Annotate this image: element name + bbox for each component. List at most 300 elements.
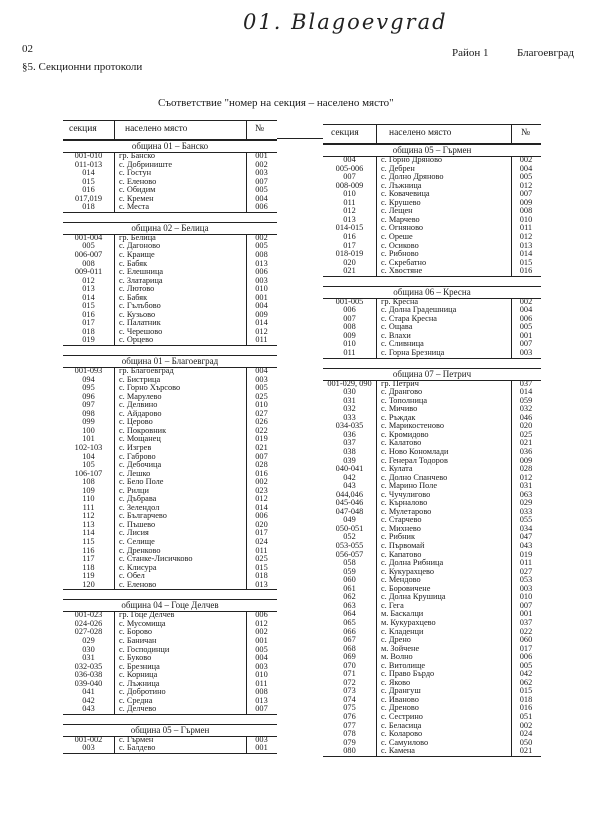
table-row <box>63 581 277 590</box>
block-bottom-rule <box>63 714 277 715</box>
place-code: 007 <box>255 451 268 461</box>
place-name: с. Баничан <box>119 635 157 645</box>
table-row <box>63 410 277 419</box>
place-name: с. Корница <box>119 670 158 680</box>
left-block-title: община 05 – Гърмен <box>63 724 277 737</box>
place-name: с. Габрово <box>119 451 156 461</box>
place-name: с. Покровник <box>119 425 167 435</box>
section-number: 041 <box>82 687 95 697</box>
place-code: 002 <box>255 159 268 169</box>
place-name: с. Гостун <box>119 168 152 178</box>
place-name: с. Церово <box>119 417 153 427</box>
place-name: с. Иваново <box>381 694 419 704</box>
header-place: населено място <box>125 124 188 134</box>
section-number: 042 <box>343 472 356 482</box>
place-code: 016 <box>255 468 268 478</box>
place-name: гр. Кресна <box>381 296 419 306</box>
place-code: 032 <box>519 404 533 414</box>
left-table-header <box>63 120 277 140</box>
place-code: 006 <box>255 202 268 212</box>
place-code: 012 <box>255 618 268 628</box>
table-row <box>323 349 541 358</box>
left-block-title: община 01 – Благоевград <box>63 355 277 368</box>
table-row <box>323 267 541 276</box>
place-code: 042 <box>519 669 533 679</box>
section-number: 073 <box>343 686 356 696</box>
place-name: с. Сестрино <box>381 712 423 721</box>
place-name: с. Дреново <box>381 703 419 713</box>
section-number: 045-046 <box>335 498 364 508</box>
section-number: 067 <box>343 635 356 645</box>
district-name: Благоевград <box>517 47 574 59</box>
place-code: 029 <box>519 498 533 508</box>
place-name: гр. Гоце Делчев <box>119 610 175 620</box>
section-heading: §5. Секционни протоколи <box>22 61 143 73</box>
place-code: 021 <box>255 442 268 452</box>
place-name: с. Горно Хърсово <box>119 383 181 393</box>
place-code: 025 <box>255 391 268 401</box>
place-code: 012 <box>255 326 268 336</box>
place-name: с. Делвино <box>119 400 158 410</box>
section-number: 008-009 <box>335 180 364 190</box>
column-divider <box>114 152 115 212</box>
place-name: с. Мусомища <box>119 618 166 628</box>
place-name: с. Еленово <box>119 176 157 186</box>
place-code: 020 <box>519 421 533 431</box>
place-code: 021 <box>519 746 533 756</box>
right-table-header <box>323 124 541 144</box>
place-name: с. Обидим <box>119 185 156 195</box>
section-number: 105 <box>82 460 95 470</box>
table-row <box>63 319 277 328</box>
place-code: 014 <box>255 502 268 512</box>
place-code: 024 <box>255 537 268 546</box>
place-name: с. Долна Рибница <box>381 558 444 568</box>
column-divider <box>114 367 115 589</box>
place-code: 025 <box>255 554 268 564</box>
table-row <box>63 328 277 337</box>
section-number: 027-028 <box>74 627 103 637</box>
section-number: 016 <box>343 231 356 241</box>
place-code: 011 <box>519 223 533 233</box>
table-row <box>63 311 277 320</box>
place-name: с. Марикостеново <box>381 421 445 431</box>
place-code: 015 <box>519 686 533 696</box>
place-name: м. Волно <box>381 652 413 662</box>
place-name: с. Тополница <box>381 395 428 405</box>
place-code: 015 <box>255 562 268 572</box>
section-number: 111 <box>82 502 95 512</box>
section-number: 031 <box>343 395 356 405</box>
table-row <box>63 418 277 427</box>
place-code: 002 <box>255 627 268 637</box>
table-row <box>63 495 277 504</box>
section-number: 071 <box>343 669 356 679</box>
place-code: 007 <box>519 600 533 610</box>
place-name: с. Орцево <box>119 335 154 345</box>
column-divider <box>511 156 512 276</box>
section-number: 004 <box>343 155 356 164</box>
column-divider <box>246 367 247 589</box>
place-code: 002 <box>519 155 533 164</box>
place-code: 011 <box>519 558 533 568</box>
header-place: населено място <box>389 128 452 138</box>
place-code: 004 <box>255 301 268 311</box>
place-name: с. Първомай <box>381 541 425 550</box>
section-number: 036-038 <box>74 670 103 680</box>
place-name: с. Лютово <box>119 284 155 294</box>
table-row <box>63 529 277 538</box>
section-number: 056-057 <box>335 549 364 559</box>
place-name: с. Стара Кресна <box>381 313 437 323</box>
place-code: 010 <box>255 400 268 410</box>
place-code: 024 <box>519 729 533 739</box>
place-code: 016 <box>519 266 533 276</box>
place-code: 022 <box>519 626 533 636</box>
place-name: с. Витолище <box>381 660 426 670</box>
place-name: гр. Белица <box>119 232 156 242</box>
table-row <box>63 705 277 714</box>
section-number: 029 <box>82 635 95 645</box>
center-divider <box>277 138 323 139</box>
place-code: 011 <box>255 335 268 345</box>
place-code: 005 <box>255 644 268 654</box>
table-title: Съответствие "номер на секция – населено място" <box>158 97 394 109</box>
section-number: 013 <box>82 284 95 294</box>
section-number: 112 <box>82 511 95 521</box>
column-divider <box>114 736 115 753</box>
place-code: 004 <box>519 163 533 173</box>
table-row <box>63 169 277 178</box>
section-number: 018 <box>82 326 95 336</box>
place-name: с. Златарица <box>119 275 163 285</box>
place-code: 028 <box>255 460 268 470</box>
section-number: 061 <box>343 583 356 593</box>
place-code: 003 <box>255 734 268 744</box>
place-code: 017 <box>255 528 268 538</box>
table-row <box>63 744 277 753</box>
section-number: 102-103 <box>74 442 103 452</box>
place-name: с. Дрангуш <box>381 686 421 696</box>
place-name: с. Краище <box>119 249 155 259</box>
place-code: 006 <box>519 313 533 323</box>
section-number: 106-107 <box>74 468 103 478</box>
table-row <box>63 504 277 513</box>
place-code: 051 <box>519 712 533 721</box>
column-divider <box>114 234 115 345</box>
table-row <box>63 285 277 294</box>
place-name: с. Дрено <box>381 635 411 645</box>
place-name: с. Осиково <box>381 240 419 250</box>
column-divider <box>246 152 247 212</box>
column-divider <box>114 611 115 714</box>
place-name: с. Гърмен <box>119 734 154 744</box>
section-number: 039-040 <box>74 678 103 688</box>
place-code: 007 <box>519 339 533 349</box>
section-number: 040-041 <box>335 464 364 474</box>
place-code: 010 <box>519 214 533 224</box>
place-name: с. Скребатно <box>381 257 427 267</box>
place-code: 007 <box>255 176 268 186</box>
place-name: с. Бабяк <box>119 292 148 302</box>
place-code: 012 <box>519 472 533 482</box>
section-number: 062 <box>343 592 356 602</box>
section-number: 078 <box>343 729 356 739</box>
section-number: 015 <box>82 301 95 311</box>
place-code: 008 <box>255 249 268 259</box>
place-name: с. Кладенци <box>381 626 424 636</box>
column-divider <box>376 156 377 276</box>
table-row <box>63 367 277 376</box>
place-name: с. Рибново <box>381 249 419 259</box>
place-code: 006 <box>255 511 268 521</box>
place-name: с. Старчево <box>381 515 422 525</box>
left-block-title: община 01 – Банско <box>63 140 277 153</box>
place-code: 014 <box>519 387 533 397</box>
section-number: 001-029, 090 <box>327 378 372 388</box>
table-row <box>63 646 277 655</box>
place-name: с. Марулево <box>119 391 162 401</box>
place-code: 037 <box>519 378 533 388</box>
section-number: 032 <box>343 404 356 414</box>
place-name: с. Кулата <box>381 464 413 474</box>
place-code: 010 <box>519 592 533 602</box>
section-number: 007 <box>343 172 356 182</box>
section-number: 053-055 <box>335 541 364 550</box>
section-number: 114 <box>82 528 95 538</box>
place-name: с. Мичиво <box>381 404 418 414</box>
table-row <box>63 637 277 646</box>
right-table <box>323 124 541 814</box>
table-row <box>63 487 277 496</box>
block-bottom-rule <box>63 589 277 590</box>
place-code: 013 <box>255 579 268 589</box>
place-name: с. Бистрица <box>119 374 161 384</box>
section-number: 059 <box>343 566 356 576</box>
place-name: с. Станке-Лисичково <box>119 554 193 564</box>
place-name: с. Ореше <box>381 231 413 241</box>
place-code: 028 <box>519 464 533 474</box>
place-name: с. Мендово <box>381 575 421 585</box>
place-code: 018 <box>255 571 268 581</box>
place-name: с. Мощанец <box>119 434 161 444</box>
section-number: 064 <box>343 609 356 619</box>
place-code: 053 <box>519 575 533 585</box>
left-table <box>63 120 277 825</box>
place-code: 019 <box>519 549 533 559</box>
section-number: 006 <box>343 305 356 315</box>
section-number: 101 <box>82 434 95 444</box>
place-code: 001 <box>255 292 268 302</box>
place-code: 014 <box>255 318 268 328</box>
place-name: с. Рибник <box>381 532 416 542</box>
header-section: секция <box>331 128 359 138</box>
place-code: 019 <box>255 434 268 444</box>
place-code: 005 <box>255 241 268 251</box>
place-name: с. Буково <box>119 653 152 663</box>
place-code: 001 <box>255 743 268 753</box>
section-number: 030 <box>343 387 356 397</box>
section-number: 044,046 <box>336 489 363 499</box>
place-name: с. Дагоново <box>119 241 161 251</box>
place-code: 007 <box>519 189 533 199</box>
section-number: 113 <box>82 519 95 529</box>
place-name: с. Влахи <box>381 330 411 340</box>
place-code: 009 <box>519 197 533 207</box>
place-name: с. Долно Дряново <box>381 172 444 182</box>
table-row <box>63 336 277 345</box>
place-name: с. Ново Кономлади <box>381 446 449 456</box>
section-number: 018 <box>82 202 95 212</box>
place-code: 003 <box>255 168 268 178</box>
place-name: с. Обел <box>119 571 145 581</box>
section-number: 012 <box>343 206 356 216</box>
column-divider <box>511 380 512 756</box>
place-name: с. Борово <box>119 627 153 637</box>
section-number: 109 <box>82 485 95 495</box>
column-divider <box>511 298 512 358</box>
section-number: 011-013 <box>74 159 103 169</box>
place-name: с. Капатово <box>381 549 422 559</box>
place-code: 006 <box>519 652 533 662</box>
table-row <box>63 384 277 393</box>
table-row <box>63 401 277 410</box>
place-code: 060 <box>519 635 533 645</box>
place-name: гр. Банско <box>119 151 156 160</box>
place-code: 005 <box>519 660 533 670</box>
section-number: 100 <box>82 425 95 435</box>
section-number: 104 <box>82 451 95 461</box>
place-name: с. Кромидово <box>381 429 429 439</box>
place-name: с. Крушево <box>381 197 421 207</box>
section-number: 011 <box>343 348 356 357</box>
place-name: с. Генерал Тодоров <box>381 455 448 465</box>
place-name: с. Ковачевица <box>381 189 430 199</box>
place-code: 023 <box>255 485 268 495</box>
place-code: 036 <box>519 446 533 456</box>
place-code: 047 <box>519 532 533 542</box>
section-number: 011 <box>343 197 356 207</box>
section-number: 017 <box>82 318 95 328</box>
section-number: 009 <box>343 330 356 340</box>
place-code: 062 <box>519 677 533 687</box>
place-name: с. Лещен <box>381 206 413 216</box>
table-row <box>63 555 277 564</box>
section-number: 008 <box>343 322 356 332</box>
section-number: 108 <box>82 477 95 487</box>
section-number: 017 <box>343 240 356 250</box>
block-bottom-rule <box>63 345 277 346</box>
table-row <box>63 178 277 187</box>
section-number: 052 <box>343 532 356 542</box>
block-bottom-rule <box>323 276 541 277</box>
place-name: с. Мулетарово <box>381 506 432 516</box>
place-code: 010 <box>255 670 268 680</box>
place-name: с. Марчево <box>381 214 420 224</box>
section-number: 024-026 <box>74 618 103 628</box>
place-name: гр. Благоевград <box>119 366 174 375</box>
place-code: 001 <box>519 609 533 619</box>
section-number: 060 <box>343 575 356 585</box>
place-name: м. Зойчене <box>381 643 420 653</box>
section-number: 030 <box>82 644 95 654</box>
place-name: с. Горно Дряново <box>381 155 443 164</box>
header-section: секция <box>69 124 97 134</box>
section-number: 115 <box>82 537 95 546</box>
place-name: с. Дренково <box>119 545 161 555</box>
place-code: 037 <box>519 617 533 627</box>
section-number: 120 <box>82 579 95 589</box>
header-no: № <box>521 128 531 138</box>
section-number: 094 <box>82 374 95 384</box>
section-number: 012 <box>82 275 95 285</box>
table-row <box>63 521 277 530</box>
section-number: 065 <box>343 617 356 627</box>
place-code: 027 <box>519 566 533 576</box>
place-code: 009 <box>519 455 533 465</box>
section-number: 001-002 <box>74 734 103 744</box>
section-number: 099 <box>82 417 95 427</box>
table-row <box>63 268 277 277</box>
place-code: 050 <box>519 737 533 747</box>
section-number: 068 <box>343 643 356 653</box>
place-name: с. Делчево <box>119 704 157 714</box>
section-number: 077 <box>343 720 356 730</box>
place-name: с. Огняново <box>381 223 424 233</box>
place-code: 020 <box>255 519 268 529</box>
place-code: 003 <box>519 583 533 593</box>
place-code: 063 <box>519 489 533 499</box>
section-number: 039 <box>343 455 356 465</box>
section-number: 033 <box>343 412 356 422</box>
column-divider <box>376 298 377 358</box>
section-number: 070 <box>343 660 356 670</box>
section-number: 001-093 <box>74 366 103 375</box>
place-code: 026 <box>255 417 268 427</box>
place-code: 004 <box>255 366 268 375</box>
table-row <box>63 628 277 637</box>
left-block-title: община 04 – Гоце Делчев <box>63 599 277 612</box>
section-number: 005 <box>82 241 95 251</box>
place-code: 006 <box>255 267 268 277</box>
place-code: 005 <box>519 322 533 332</box>
place-code: 034 <box>519 523 533 533</box>
place-code: 043 <box>519 541 533 550</box>
table-row <box>63 251 277 260</box>
place-code: 002 <box>519 720 533 730</box>
block-bottom-rule <box>63 212 277 213</box>
table-row <box>63 688 277 697</box>
place-name: с. Долна Градешница <box>381 305 457 315</box>
section-number: 069 <box>343 652 356 662</box>
place-code: 011 <box>255 545 268 555</box>
place-name: с. Айдарово <box>119 408 162 418</box>
section-number: 001-010 <box>74 151 103 160</box>
place-code: 003 <box>255 275 268 285</box>
place-code: 017 <box>519 643 533 653</box>
section-number: 117 <box>82 554 95 564</box>
place-name: с. Брезница <box>119 661 160 671</box>
section-number: 010 <box>343 189 356 199</box>
table-row <box>63 195 277 204</box>
section-number: 001-005 <box>335 296 364 306</box>
place-name: с. Коларово <box>381 729 423 739</box>
table-row <box>63 393 277 402</box>
place-code: 033 <box>519 506 533 516</box>
place-code: 004 <box>519 305 533 315</box>
section-number: 013 <box>343 214 356 224</box>
place-code: 001 <box>255 151 268 160</box>
